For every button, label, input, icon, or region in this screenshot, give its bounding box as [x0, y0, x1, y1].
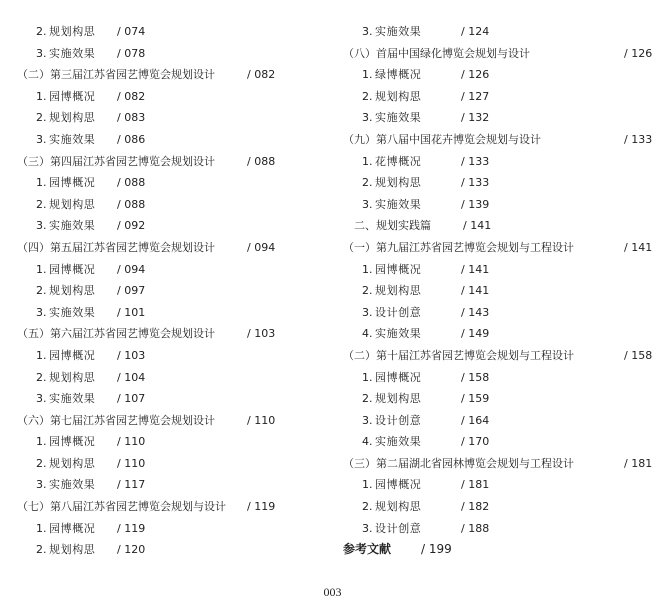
toc-subentry [343, 151, 665, 173]
toc-item-number: 2. [362, 176, 373, 190]
toc-page-ref: / 170 [461, 435, 490, 449]
toc-subentry [343, 86, 665, 108]
toc-item-title: （八）首届中国绿化博览会规划与设计 [343, 46, 530, 60]
toc-item-title: 实施效果 [375, 197, 422, 211]
toc-item-title: （六）第七届江苏省园艺博览会规划设计 [17, 413, 215, 427]
toc-page-ref: / 094 [117, 262, 146, 276]
toc-item-title: （七）第八届江苏省园艺博览会规划与设计 [17, 500, 226, 514]
toc-page-ref: / 117 [117, 478, 146, 492]
toc-item-title: 二、规划实践篇 [354, 219, 431, 233]
toc-section [343, 453, 665, 475]
toc-page-ref: / 094 [247, 240, 276, 254]
toc-item-title: 园博概况 [375, 370, 422, 384]
toc-item-title: 规划构思 [49, 111, 96, 125]
toc-page-ref: / 119 [247, 500, 276, 514]
toc-item-number: 2. [36, 370, 47, 384]
toc-section [17, 323, 327, 345]
page-number: 003 [323, 585, 342, 599]
toc-subentry [343, 194, 665, 216]
toc-item-title: 实施效果 [49, 478, 96, 492]
toc-item-title: 实施效果 [49, 132, 96, 146]
toc-part [343, 215, 665, 237]
toc-page-ref: / 139 [461, 197, 490, 211]
toc-section [343, 129, 665, 151]
toc-page-ref: / 149 [461, 327, 490, 341]
toc-item-number: 2. [36, 456, 47, 470]
toc-item-title: （五）第六届江苏省园艺博览会规划设计 [17, 327, 215, 341]
toc-right-column [343, 21, 665, 561]
toc-subentry [17, 453, 327, 475]
toc-item-number: 2. [36, 543, 47, 557]
toc-page-ref: / 199 [421, 542, 452, 557]
toc-page-ref: / 188 [461, 521, 490, 535]
toc-item-number: 2. [36, 284, 47, 298]
toc-item-number: 3. [362, 413, 373, 427]
toc-subentry [343, 107, 665, 129]
toc-page-ref: / 182 [461, 500, 490, 514]
toc-page-ref: / 103 [117, 348, 146, 362]
toc-item-number: 1. [362, 154, 373, 168]
toc-item-number: 3. [362, 305, 373, 319]
toc-item-title: （三）第四届江苏省园艺博览会规划设计 [17, 154, 215, 168]
toc-item-number: 3. [362, 25, 373, 38]
toc-item-number: 3. [36, 132, 47, 146]
toc-item-title: 规划构思 [375, 392, 422, 406]
toc-page-ref: / 119 [117, 521, 146, 535]
toc-subentry [343, 474, 665, 496]
toc-page-ref: / 083 [117, 111, 146, 125]
toc-item-title: 花博概况 [375, 154, 422, 168]
toc-item-title: 园博概况 [375, 478, 422, 492]
toc-item-number: 1. [36, 521, 47, 535]
toc-page-ref: / 110 [247, 413, 276, 427]
toc-page-ref: / 164 [461, 413, 490, 427]
toc-subentry [343, 259, 665, 281]
toc-page-ref: / 181 [461, 478, 490, 492]
toc-page-ref: / 133 [624, 132, 653, 146]
toc-subentry [343, 64, 665, 86]
toc-item-title: 实施效果 [49, 305, 96, 319]
toc-page-ref: / 141 [461, 262, 490, 276]
toc-item-number: 3. [36, 478, 47, 492]
toc-subentry [343, 323, 665, 345]
toc-item-title: 规划构思 [49, 370, 96, 384]
toc-section [17, 237, 327, 259]
toc-item-number: 1. [362, 478, 373, 492]
toc-item-title: 设计创意 [375, 521, 422, 535]
toc-item-number: 1. [36, 262, 47, 276]
toc-page-ref: / 082 [247, 68, 276, 82]
toc-item-title: 实施效果 [49, 392, 96, 406]
toc-page-ref: / 158 [461, 370, 490, 384]
toc-item-title: 规划构思 [49, 197, 96, 211]
toc-item-title: 设计创意 [375, 305, 422, 319]
toc-page-ref: / 088 [247, 154, 276, 168]
toc-page-ref: / 078 [117, 46, 146, 60]
toc-page-ref: / 159 [461, 392, 490, 406]
toc-item-title: 设计创意 [375, 413, 422, 427]
toc-page-ref: / 133 [461, 154, 490, 168]
toc-page-ref: / 103 [247, 327, 276, 341]
toc-item-title: 实施效果 [375, 435, 422, 449]
toc-subentry [17, 345, 327, 367]
toc-item-title: （一）第九届江苏省园艺博览会规划与工程设计 [343, 240, 574, 254]
toc-subentry [17, 367, 327, 389]
toc-item-number: 1. [362, 262, 373, 276]
toc-item-title: （二）第十届江苏省园艺博览会规划与工程设计 [343, 348, 574, 362]
toc-page-ref: / 124 [461, 25, 490, 38]
toc-item-title: 园博概况 [49, 262, 96, 276]
toc-item-title: 规划构思 [375, 284, 422, 298]
toc-item-number: 1. [36, 176, 47, 190]
toc-item-title: 规划构思 [375, 500, 422, 514]
toc-section [17, 496, 327, 518]
toc-item-title: 规划构思 [49, 284, 96, 298]
toc-item-title: 绿博概况 [375, 68, 422, 82]
toc-subentry [343, 367, 665, 389]
toc-page-ref: / 127 [461, 89, 490, 103]
toc-subentry [17, 474, 327, 496]
toc-item-title: 实施效果 [375, 25, 422, 38]
toc-item-number: 2. [362, 392, 373, 406]
toc-subentry [17, 194, 327, 216]
toc-page-ref: / 110 [117, 435, 146, 449]
toc-subentry [17, 21, 327, 43]
toc-subentry [343, 496, 665, 518]
toc-item-number: 1. [36, 348, 47, 362]
toc-item-title: 规划构思 [375, 89, 422, 103]
toc-item-number: 3. [362, 521, 373, 535]
toc-subentry [343, 21, 665, 43]
toc-item-number: 3. [36, 305, 47, 319]
toc-page-ref: / 074 [117, 25, 146, 38]
toc-page-ref: / 141 [461, 284, 490, 298]
toc-page-ref: / 132 [461, 111, 490, 125]
toc-section [343, 345, 665, 367]
toc-subentry [343, 518, 665, 540]
toc-subentry [17, 107, 327, 129]
toc-item-title: 参考文献 [343, 542, 392, 557]
toc-page-ref: / 082 [117, 89, 146, 103]
toc-page-ref: / 126 [461, 68, 490, 82]
toc-item-title: 规划构思 [49, 543, 96, 557]
toc-subentry [17, 172, 327, 194]
toc-subentry [17, 302, 327, 324]
toc-item-title: 实施效果 [375, 327, 422, 341]
toc-item-number: 1. [36, 89, 47, 103]
toc-page-ref: / 143 [461, 305, 490, 319]
toc-item-title: 规划构思 [49, 25, 96, 38]
toc-item-title: （三）第二届湖北省园林博览会规划与工程设计 [343, 456, 574, 470]
toc-page-ref: / 088 [117, 197, 146, 211]
toc-item-title: 规划构思 [375, 176, 422, 190]
toc-item-number: 3. [36, 46, 47, 60]
toc-subentry [17, 280, 327, 302]
toc-item-title: 园博概况 [375, 262, 422, 276]
toc-item-title: 实施效果 [375, 111, 422, 125]
toc-item-title: （九）第八届中国花卉博览会规划与设计 [343, 132, 541, 146]
toc-item-number: 2. [36, 25, 47, 38]
toc-item-number: 3. [362, 111, 373, 125]
toc-subentry [17, 259, 327, 281]
toc-subentry [343, 172, 665, 194]
toc-page-ref: / 158 [624, 348, 653, 362]
toc-item-number: 2. [362, 89, 373, 103]
toc-subentry [343, 388, 665, 410]
toc-page-ref: / 107 [117, 392, 146, 406]
toc-page-ref: / 181 [624, 456, 653, 470]
toc-page-ref: / 120 [117, 543, 146, 557]
toc-page-ref: / 086 [117, 132, 146, 146]
toc-page-ref: / 126 [624, 46, 653, 60]
toc-subentry [17, 518, 327, 540]
toc-section [17, 410, 327, 432]
toc-item-title: 园博概况 [49, 176, 96, 190]
toc-subentry [17, 388, 327, 410]
toc-left-column [17, 21, 327, 561]
toc-page-ref: / 097 [117, 284, 146, 298]
toc-item-number: 3. [362, 197, 373, 211]
toc-page-ref: / 141 [463, 219, 492, 233]
toc-page-ref: / 088 [117, 176, 146, 190]
toc-item-number: 2. [36, 111, 47, 125]
toc-page-ref: / 101 [117, 305, 146, 319]
toc-references [343, 539, 665, 561]
toc-item-number: 4. [362, 435, 373, 449]
toc-item-title: 规划构思 [49, 456, 96, 470]
toc-section [17, 151, 327, 173]
toc-item-number: 2. [36, 197, 47, 211]
toc-subentry [343, 302, 665, 324]
toc-section [17, 64, 327, 86]
toc-item-title: 园博概况 [49, 89, 96, 103]
toc-item-number: 4. [362, 327, 373, 341]
toc-subentry [343, 431, 665, 453]
toc-item-title: 园博概况 [49, 521, 96, 535]
toc-item-title: 园博概况 [49, 348, 96, 362]
toc-page-ref: / 141 [624, 240, 653, 254]
toc-section [343, 43, 665, 65]
toc-item-number: 1. [36, 435, 47, 449]
toc-subentry [17, 129, 327, 151]
toc-subentry [17, 431, 327, 453]
toc-subentry [17, 43, 327, 65]
toc-subentry [17, 86, 327, 108]
toc-item-number: 3. [36, 392, 47, 406]
toc-item-title: （四）第五届江苏省园艺博览会规划设计 [17, 240, 215, 254]
toc-item-title: （二）第三届江苏省园艺博览会规划设计 [17, 68, 215, 82]
toc-page-ref: / 092 [117, 219, 146, 233]
toc-subentry [17, 215, 327, 237]
toc-subentry [343, 410, 665, 432]
toc-item-number: 1. [362, 68, 373, 82]
toc-item-number: 1. [362, 370, 373, 384]
toc-subentry [17, 539, 327, 561]
toc-item-title: 实施效果 [49, 46, 96, 60]
toc-page-ref: / 133 [461, 176, 490, 190]
toc-page-ref: / 104 [117, 370, 146, 384]
toc-item-title: 实施效果 [49, 219, 96, 233]
toc-item-number: 2. [362, 500, 373, 514]
toc-item-title: 园博概况 [49, 435, 96, 449]
toc-item-number: 2. [362, 284, 373, 298]
toc-page-ref: / 110 [117, 456, 146, 470]
toc-section [343, 237, 665, 259]
toc-item-number: 3. [36, 219, 47, 233]
toc-subentry [343, 280, 665, 302]
